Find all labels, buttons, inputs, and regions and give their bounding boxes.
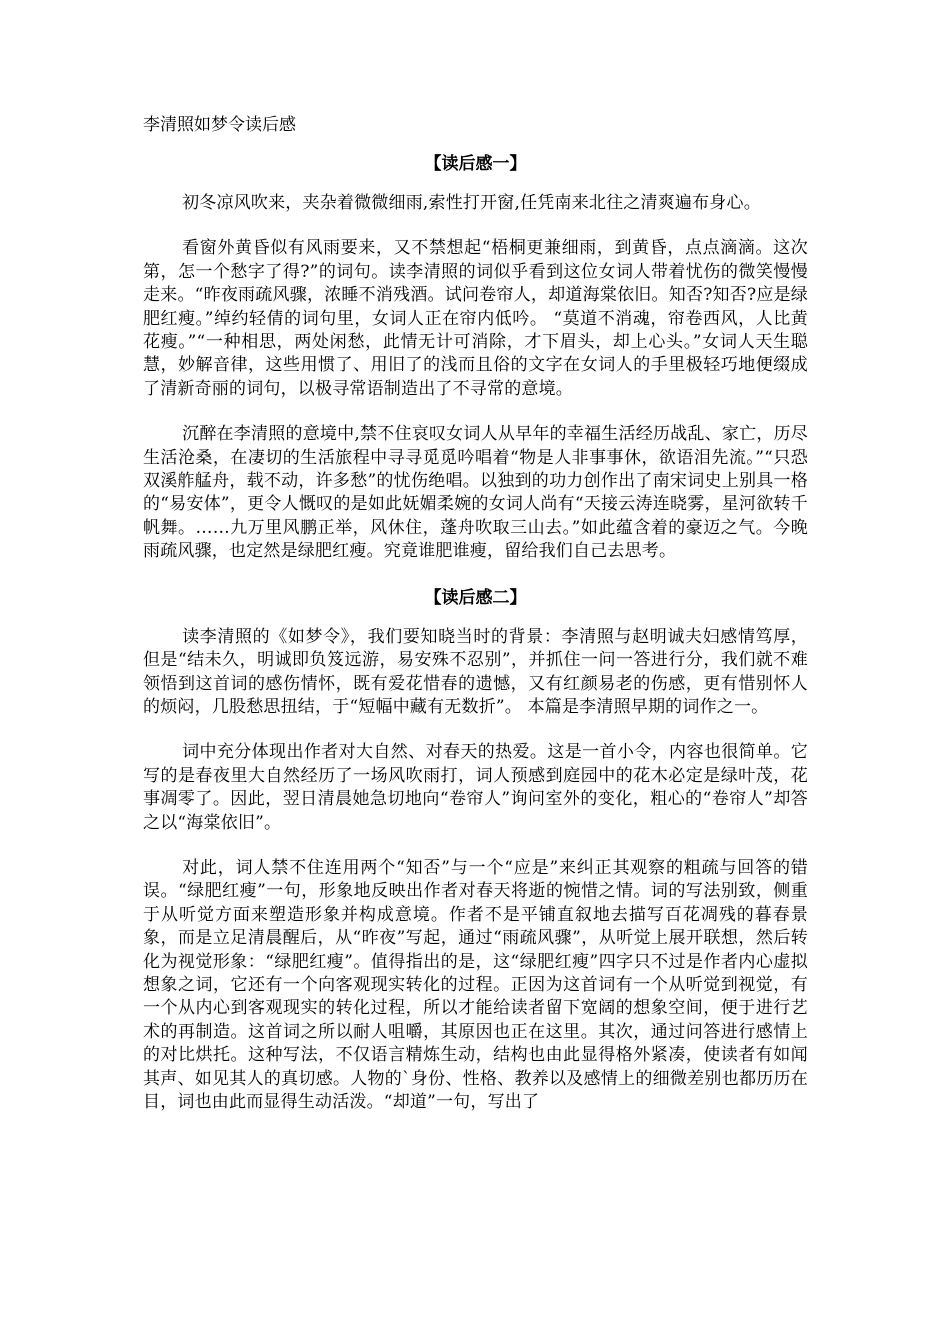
paragraph: 对此，词人禁不住连用两个“知否”与一个“应是”来纠正其观察的粗疏与回答的错误。“绿肥红瘦”一句，形象地反映出作者对春天将逝的惋惜之情。词的写法别致，侧重于从听觉方面来塑造形象并构成意境。作者不是平铺直叙地去描写百花凋残的暮春景象，而是立足清晨醒后，从“昨夜”写起，通过“雨疏风骤”，从听觉上展开联想，然后转化为视觉形象：“绿肥红瘦”。值得指出的是，这“绿肥红瘦”四字只不过是作者内心虚拟想象之词，它还有一个向客观现实转化的过程。正因为这首词有一个从听觉到视觉，有一个从内心到客观现实的转化过程，所以才能给读者留下宽阔的想象空间，便于进行艺术的再制造。这首词之所以耐人咀嚼，其原因也正在这里。其次，通过问答进行感情上的对比烘托。这种写法，不仅语言精炼生动，结构也由此显得格外紧凑，使读者有如闻其声、如见其人的真切感。人物的`身份、性格、教养以及感情上的细微差别也都历历在目，词也由此而显得生动活泼。“却道”一句，写出了	[143, 857, 808, 1112]
section-review-two	[143, 586, 808, 1115]
paragraph: 沉醉在李清照的意境中,禁不住哀叹女词人从早年的幸福生活经历战乱、家亡，历尽生活沧桑，在凄切的生活旅程中寻寻觅觅吟唱着“物是人非事事休，欲语泪先流。”“只恐双溪舴艋舟，载不动，许多愁”的忧伤绝唱。以独到的功力创作出了南宋词史上别具一格的“易安体”，更令人慨叹的是如此妩媚柔婉的女词人尚有“天接云涛连晓雾，星河欲转千帆舞。……九万里风鹏正举，风休住，蓬舟吹取三山去。”如此蕴含着的豪迈之气。今晚雨疏风骤，也定然是绿肥红瘦。究竟谁肥谁瘦，留给我们自己去思考。	[143, 424, 808, 562]
paragraph: 看窗外黄昏似有风雨要来，又不禁想起“梧桐更兼细雨，到黄昏，点点滴滴。这次第，怎一个愁字了得?”的词句。读李清照的词似乎看到这位女词人带着忧伤的微笑慢慢走来。“昨夜雨疏风骤，浓睡不消残酒。试问卷帘人，却道海棠依旧。知否?知否?应是绿肥红瘦。”绰约轻倩的词句里，女词人正在帘内低吟。 “莫道不消魂，帘卷西风，人比黄花瘦。”“一种相思，两处闲愁，此情无计可消除，才下眉头，却上心头。”女词人天生聪慧，妙解音律，这些用惯了、用旧了的浅而且俗的文字在女词人的手里极轻巧地便缀成了清新奇丽的词句，以极寻常语制造出了不寻常的意境。	[143, 238, 808, 399]
paragraph: 读李清照的《如梦令》，我们要知晓当时的背景：李清照与赵明诚夫妇感情笃厚，但是“结未久，明诚即负笈远游，易安殊不忍别”，并抓住一问一答进行分，我们就不难领悟到这首词的感伤情怀，既有爱花惜春的遗憾，又有红颜易老的伤感，更有惜别怀人的烦闷，几股愁思扭结，于“短幅中藏有无数折”。 本篇是李清照早期的词作之一。	[143, 626, 808, 717]
section-heading: 【读后感一】	[424, 154, 527, 174]
section-heading: 【读后感二】	[424, 587, 527, 608]
document-page	[143, 113, 808, 1114]
paragraph: 初冬凉风吹来，夹杂着微微细雨,索性打开窗,任凭南来北往之清爽遍布身心。	[182, 193, 761, 213]
document-title: 李清照如梦令读后感	[143, 115, 296, 135]
section-review-one	[143, 152, 808, 564]
paragraph: 词中充分体现出作者对大自然、对春天的热爱。这是一首小令，内容也很简单。它写的是春夜里大自然经历了一场风吹雨打，词人预感到庭园中的花木必定是绿叶茂，花事凋零了。因此，翌日清晨她急切地向“卷帘人”询问室外的变化，粗心的“卷帘人”却答之以“海棠依旧”。	[143, 742, 808, 833]
